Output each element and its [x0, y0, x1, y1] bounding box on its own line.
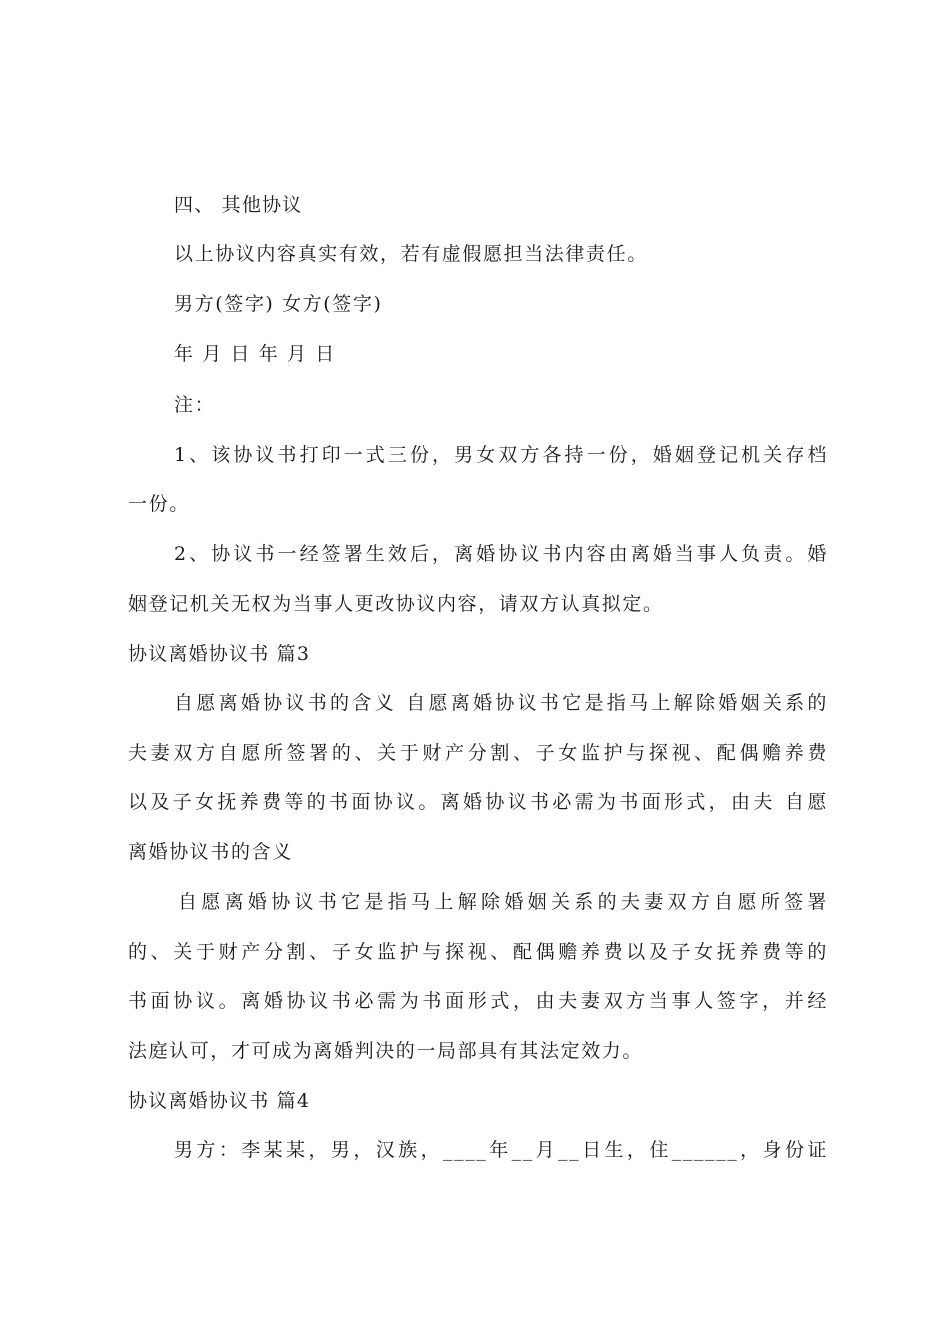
section-title-3: 协议离婚协议书 篇3	[128, 643, 311, 665]
para1-line4: 离婚协议书的含义	[128, 841, 293, 863]
section-title-4: 协议离婚协议书 篇4	[128, 1090, 311, 1112]
truth-statement: 以上协议内容真实有效，若有虚假愿担当法律责任。	[174, 243, 648, 265]
para1-line2: 夫妻双方自愿所签署的、关于财产分割、子女监护与探视、配偶赡养费	[128, 742, 828, 764]
date-line: 年 月 日 年 月 日	[174, 343, 336, 365]
note2-line1: 2、协议书一经签署生效后，离婚协议书内容由离婚当事人负责。婚	[174, 543, 828, 565]
para1-line3: 以及子女抚养费等的书面协议。离婚协议书必需为书面形式，由夫 自愿	[128, 791, 828, 813]
para2-line3: 书面协议。离婚协议书必需为书面形式，由夫妻双方当事人签字，并经	[128, 990, 828, 1012]
para1-line1: 自愿离婚协议书的含义 自愿离婚协议书它是指马上解除婚姻关系的	[174, 692, 828, 714]
note-label: 注：	[174, 394, 216, 416]
note1-line1: 1、该协议书打印一式三份，男女双方各持一份，婚姻登记机关存档	[174, 444, 828, 466]
male-party-line: 男方：李某某，男，汉族，____年__月__日生，住______，身份证	[174, 1139, 828, 1161]
para2-line1: 自愿离婚协议书它是指马上解除婚姻关系的夫妻双方自愿所签署	[178, 891, 828, 913]
signature-line: 男方(签字) 女方(签字)	[174, 293, 383, 315]
note2-line2: 姻登记机关无权为当事人更改协议内容，请双方认真拟定。	[128, 593, 664, 615]
para2-line2: 的、关于财产分割、子女监护与探视、配偶赡养费以及子女抚养费等的	[128, 941, 828, 963]
note1-line2: 一份。	[128, 493, 190, 515]
para2-line4: 法庭认可，才可成为离婚判决的一局部具有其法定效力。	[128, 1040, 644, 1062]
section-heading-other-agreements: 四、 其他协议	[174, 194, 303, 216]
